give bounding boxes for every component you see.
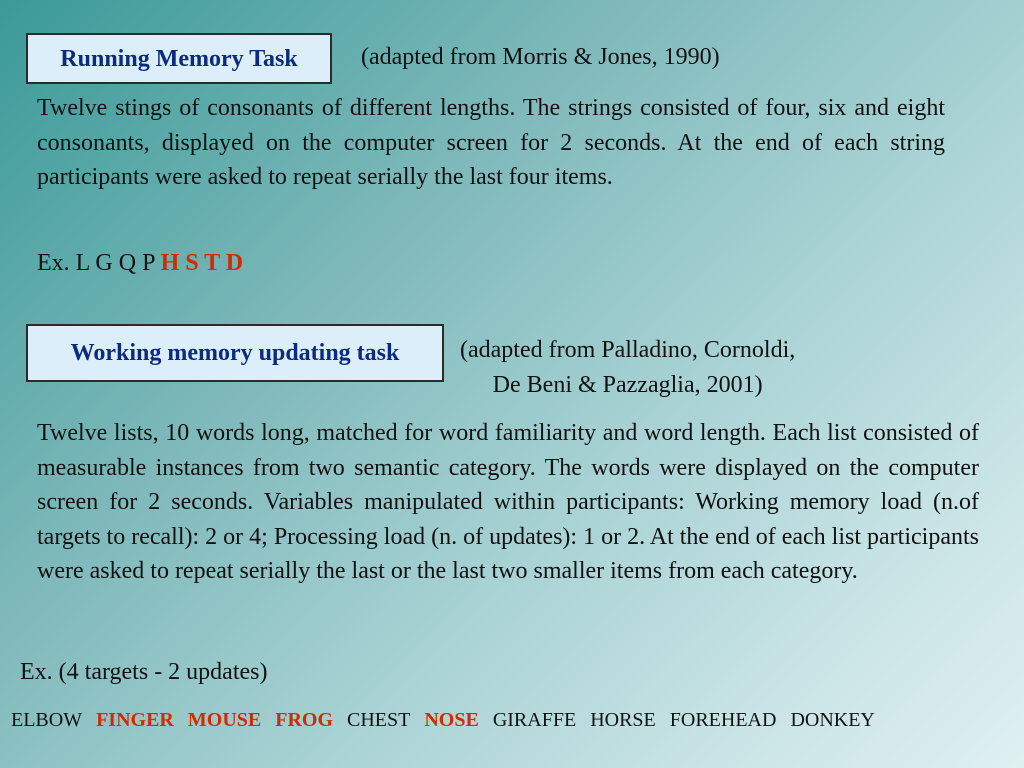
word-item: HORSE (590, 709, 656, 731)
updating-task-citation-line2: De Beni & Pazzaglia, 2001) (492, 372, 763, 398)
updating-task-description: Twelve lists, 10 words long, matched for word familiarity and word length. Each list consisted of measurable instances from two semantic category. The words were displayed on the computer screen for 2 seconds. Variables manipulated within participants: Working memory load (n.of targets to recall): 2 or 4; Processing load (n. of updates): 1 or 2. At the end of each list participants were asked to repeat serially the last or the last two smaller items from each category. (37, 420, 979, 584)
word-item: CHEST (347, 709, 411, 731)
updating-task-citation-line1: (adapted from Palladino, Cornoldi, (460, 337, 796, 363)
word-item: FOREHEAD (669, 709, 777, 731)
word-item: FINGER (96, 709, 174, 731)
running-memory-example-highlight: H S T D (160, 250, 244, 276)
running-memory-title-box (26, 33, 332, 84)
updating-task-example-label: Ex. (4 targets - 2 updates) (20, 659, 268, 685)
running-memory-description: Twelve stings of consonants of different lengths. The strings consisted of four, six and eight consonants, displayed on the computer screen for 2 seconds. At the end of each string participants were asked to repeat serially the last four items. (37, 95, 945, 190)
updating-task-title: Working memory updating task (70, 340, 400, 366)
updating-task-title-box (26, 324, 444, 382)
running-memory-example (37, 248, 243, 278)
word-item: DONKEY (790, 709, 875, 731)
word-item: FROG (275, 709, 334, 731)
running-memory-example-prefix: Ex. L G Q P (37, 250, 155, 276)
word-item: GIRAFFE (492, 709, 577, 731)
updating-task-citation (460, 333, 795, 403)
running-memory-citation: (adapted from Morris & Jones, 1990) (361, 44, 720, 70)
word-list (11, 706, 875, 734)
word-item: ELBOW (11, 709, 83, 731)
word-item: NOSE (424, 709, 479, 731)
running-memory-title: Running Memory Task (60, 45, 298, 72)
word-item: MOUSE (187, 709, 262, 731)
